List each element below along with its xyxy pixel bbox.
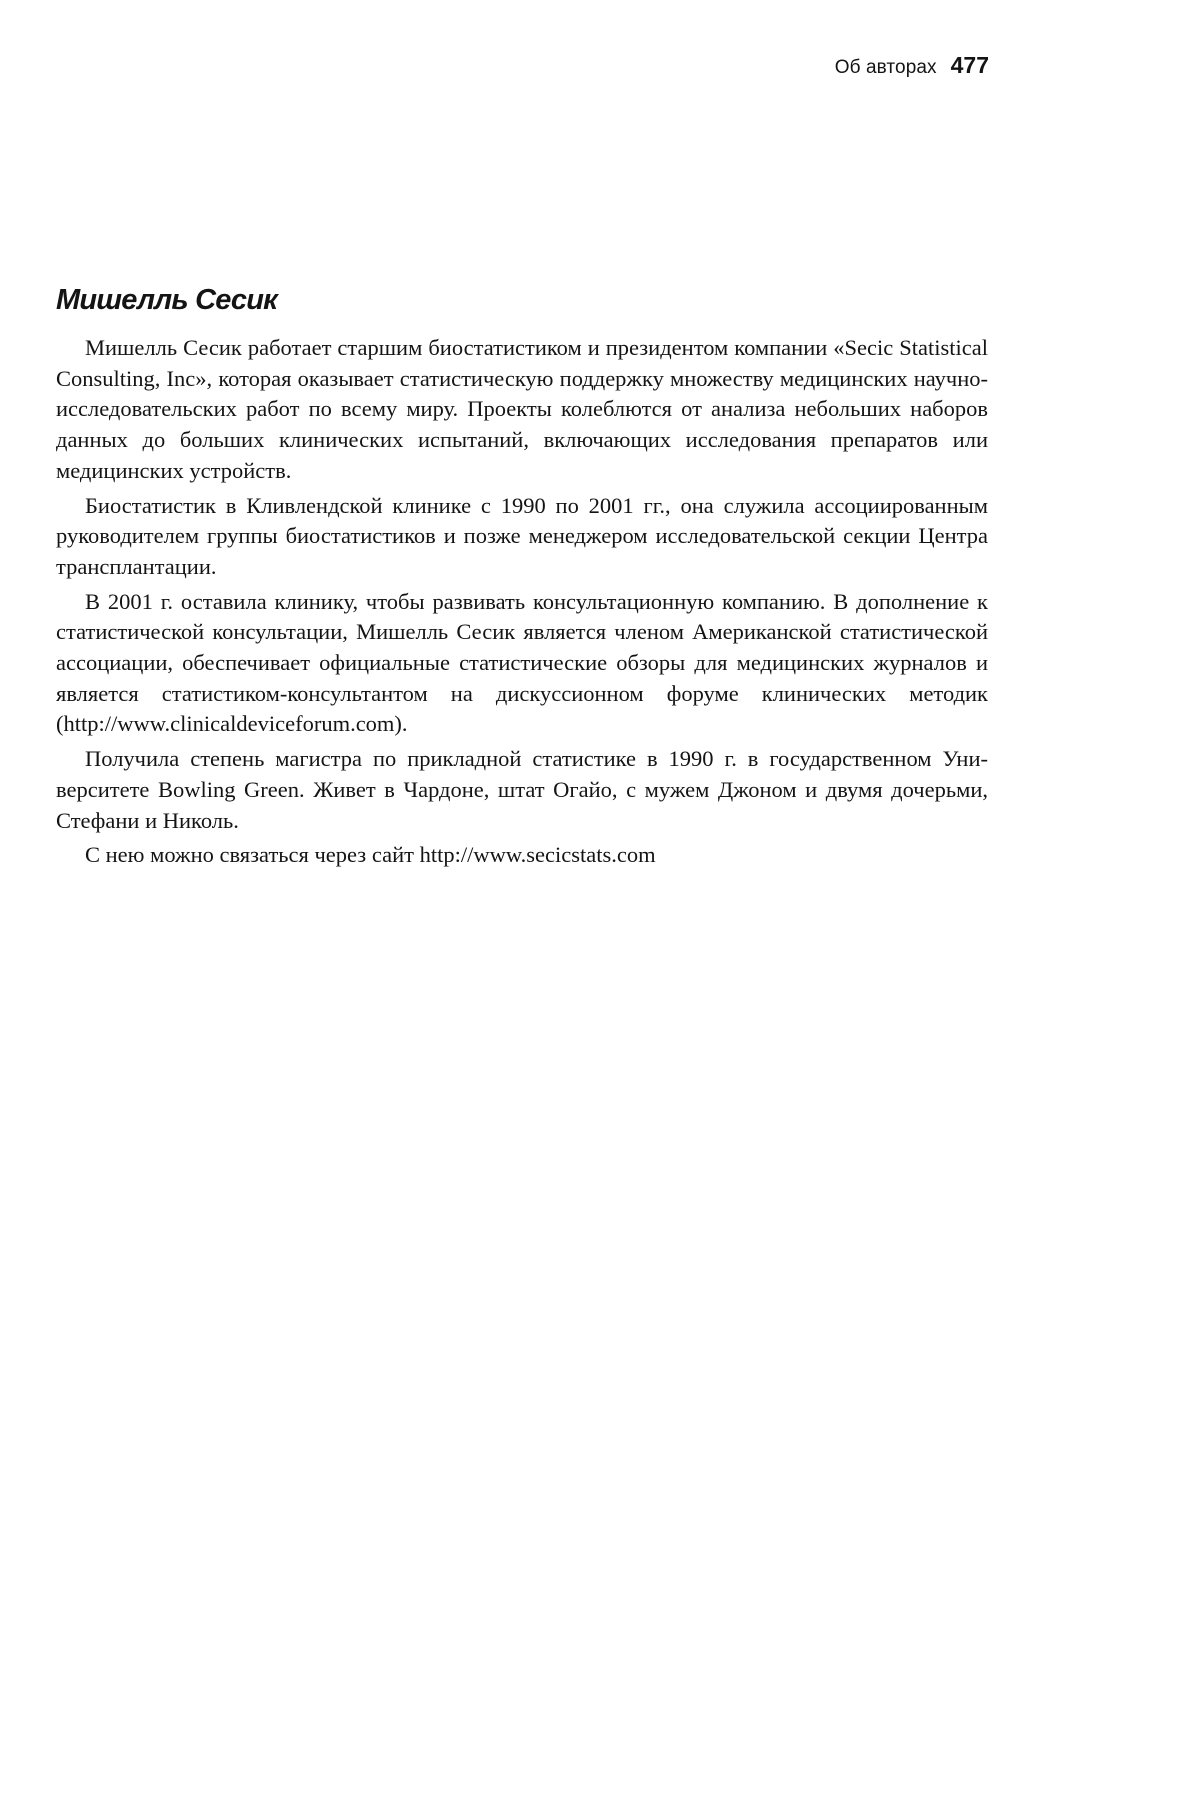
- author-bio: [56, 333, 988, 871]
- author-name-heading: Мишелль Сесик: [56, 284, 278, 316]
- section-title: Об авторах: [834, 57, 937, 78]
- bio-paragraph: С нею можно связаться через сайт http://www.secicstats.com: [85, 842, 656, 868]
- bio-paragraph: Получила степень магистра по прикладной статистике в 1990 г. в государственном Университете Bowling Green. Живет в Чардоне, штат Огайо, с мужем Джоном и двумя дочерьми, Стефани и Николь.: [56, 746, 988, 833]
- page-number: 477: [950, 52, 989, 78]
- bio-paragraph: Биостатистик в Кливлендской клинике с 1990 по 2001 гг., она служила ассоциированным руководителем группы биостатистиков и позже менеджером исследовательской секции Центра трансплантации.: [56, 492, 988, 579]
- bio-paragraph: В 2001 г. оставила клинику, чтобы развивать консультационную компанию. В дополнение к статистической консультации, Мишелль Сесик является членом Американской статистической ассоциации, обеспечивает официальные статистические обзоры для медицинских журналов и является статистиком-консультантом на дискуссионном форуме клинических методик (http://www.clinicaldeviceforum.com).: [56, 588, 988, 737]
- running-header: [835, 52, 989, 79]
- bio-paragraph: Мишелль Сесик работает старшим биостатистиком и президентом компании «Secic Statistical Consulting, Inc», которая оказывает статистическую поддержку множеству медицинских научно-исследовательских работ по всему миру. Проекты колеблются от анализа небольших наборов данных до больших клинических испытаний, включающих исследования препаратов или медицинских устройств.: [56, 335, 988, 483]
